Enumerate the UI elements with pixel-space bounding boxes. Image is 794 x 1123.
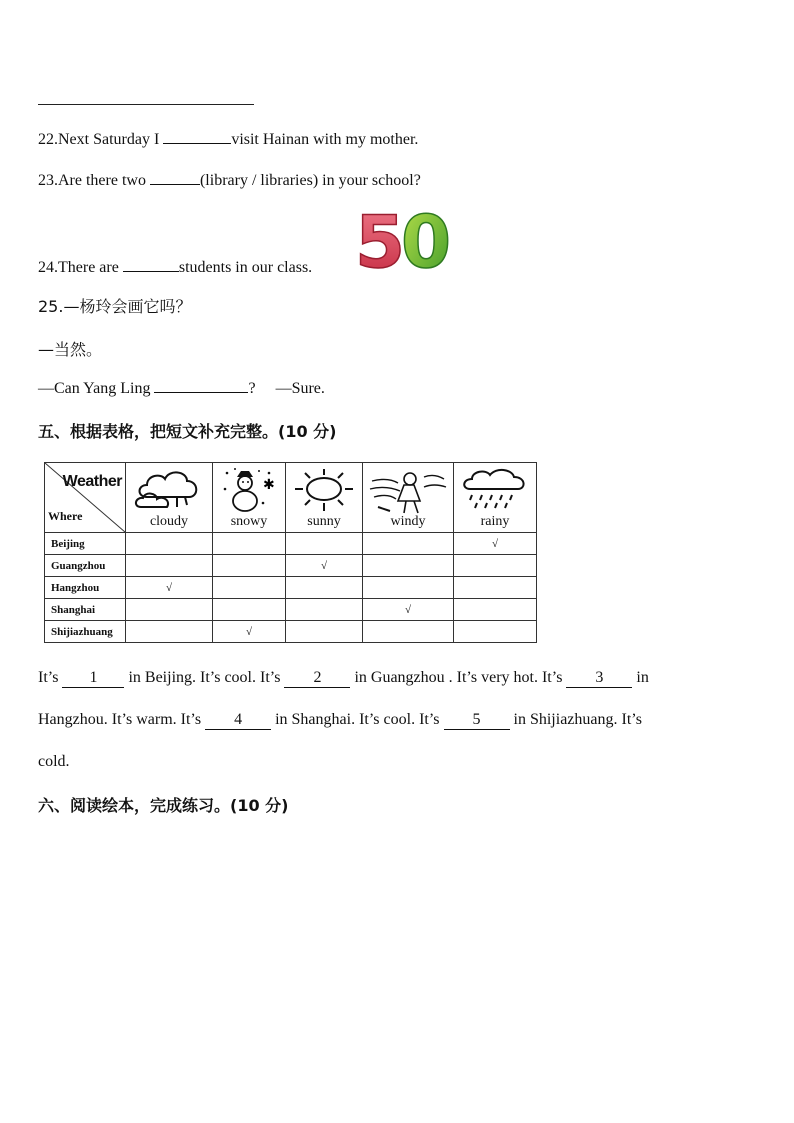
passage-line-2: Hangzhou. It’s warm. It’s 4 in Shanghai. It’s cool. It’s 5 in Shijiazhuang. It’s <box>38 711 642 728</box>
question-24 <box>38 257 312 277</box>
section-5-title: 五、根据表格，把短文补充完整。(10 分) <box>38 422 337 441</box>
cloudy-icon <box>133 467 205 515</box>
table-row <box>45 577 537 599</box>
tick-shanghai-windy: √ <box>363 599 454 621</box>
label-sunny: sunny <box>307 514 341 529</box>
tick-hangzhou-cloudy: √ <box>126 577 213 599</box>
q22-text: 22.Next Saturday I <box>38 131 164 148</box>
q24-text: 24.There are <box>38 259 123 276</box>
q22-suffix: visit Hainan with my mother. <box>231 131 419 148</box>
snowman-icon <box>219 467 279 515</box>
table-row <box>45 533 537 555</box>
q25-reply: —Sure. <box>275 380 325 397</box>
label-snowy: snowy <box>230 514 268 529</box>
header-windy <box>363 463 454 533</box>
tick-beijing-rainy: √ <box>454 533 537 555</box>
q22-blank[interactable] <box>163 129 231 144</box>
sun-icon <box>291 467 357 515</box>
tick-shijiazhuang-snowy: √ <box>213 621 286 643</box>
q24-suffix: students in our class. <box>178 259 313 276</box>
passage-blank-2[interactable]: 2 <box>284 669 350 688</box>
q25-blank[interactable] <box>154 378 248 393</box>
passage-blank-5[interactable]: 5 <box>444 711 510 730</box>
corner-cell <box>45 463 126 533</box>
answer-line <box>38 104 254 105</box>
windy-icon <box>368 467 448 517</box>
svg-text:✱: ✱ <box>263 477 275 493</box>
table-row <box>45 555 537 577</box>
table-row <box>45 621 537 643</box>
number-50-image <box>355 203 459 273</box>
tick-guangzhou-sunny: √ <box>286 555 363 577</box>
q23-text: 23.Are there two <box>38 172 150 189</box>
q23-suffix: (library / libraries) in your school? <box>199 172 421 189</box>
city-beijing: Beijing <box>45 533 126 555</box>
q23-blank[interactable] <box>150 170 200 185</box>
passage-line-1: It’s 1 in Beijing. It’s cool. It’s 2 in Guangzhou . It’s very hot. It’s 3 in <box>38 669 649 686</box>
header-sunny <box>286 463 363 533</box>
question-22 <box>38 129 418 149</box>
passage-blank-4[interactable]: 4 <box>205 711 271 730</box>
question-25-line2: —当然。 <box>38 340 103 359</box>
city-hangzhou: Hangzhou <box>45 577 126 599</box>
header-rainy <box>454 463 537 533</box>
question-25-line3 <box>38 378 325 398</box>
digit-5: 5 <box>355 203 406 273</box>
passage-blank-1[interactable]: 1 <box>62 669 124 688</box>
question-25-line1: 25.—杨玲会画它吗？ <box>38 297 192 316</box>
passage-line-3: cold. <box>38 753 70 770</box>
corner-where-label: Where <box>48 509 83 523</box>
weather-table <box>44 462 537 643</box>
city-shanghai: Shanghai <box>45 599 126 621</box>
q25-text: —Can Yang Ling <box>38 380 155 397</box>
passage-blank-3[interactable]: 3 <box>566 669 632 688</box>
label-cloudy: cloudy <box>149 514 189 529</box>
digit-0: 0 <box>401 203 452 273</box>
header-cloudy <box>126 463 213 533</box>
header-snowy <box>213 463 286 533</box>
question-23 <box>38 170 421 190</box>
label-rainy: rainy <box>480 514 510 529</box>
city-shijiazhuang: Shijiazhuang <box>45 621 126 643</box>
table-row <box>45 599 537 621</box>
city-guangzhou: Guangzhou <box>45 555 126 577</box>
label-windy: windy <box>390 514 426 529</box>
q24-blank[interactable] <box>123 257 179 272</box>
rain-icon <box>460 467 530 511</box>
corner-weather-label: Weather <box>62 473 122 490</box>
section-6-title: 六、阅读绘本，完成练习。(10 分) <box>38 796 289 815</box>
q25-question-mark: ? <box>248 380 256 397</box>
